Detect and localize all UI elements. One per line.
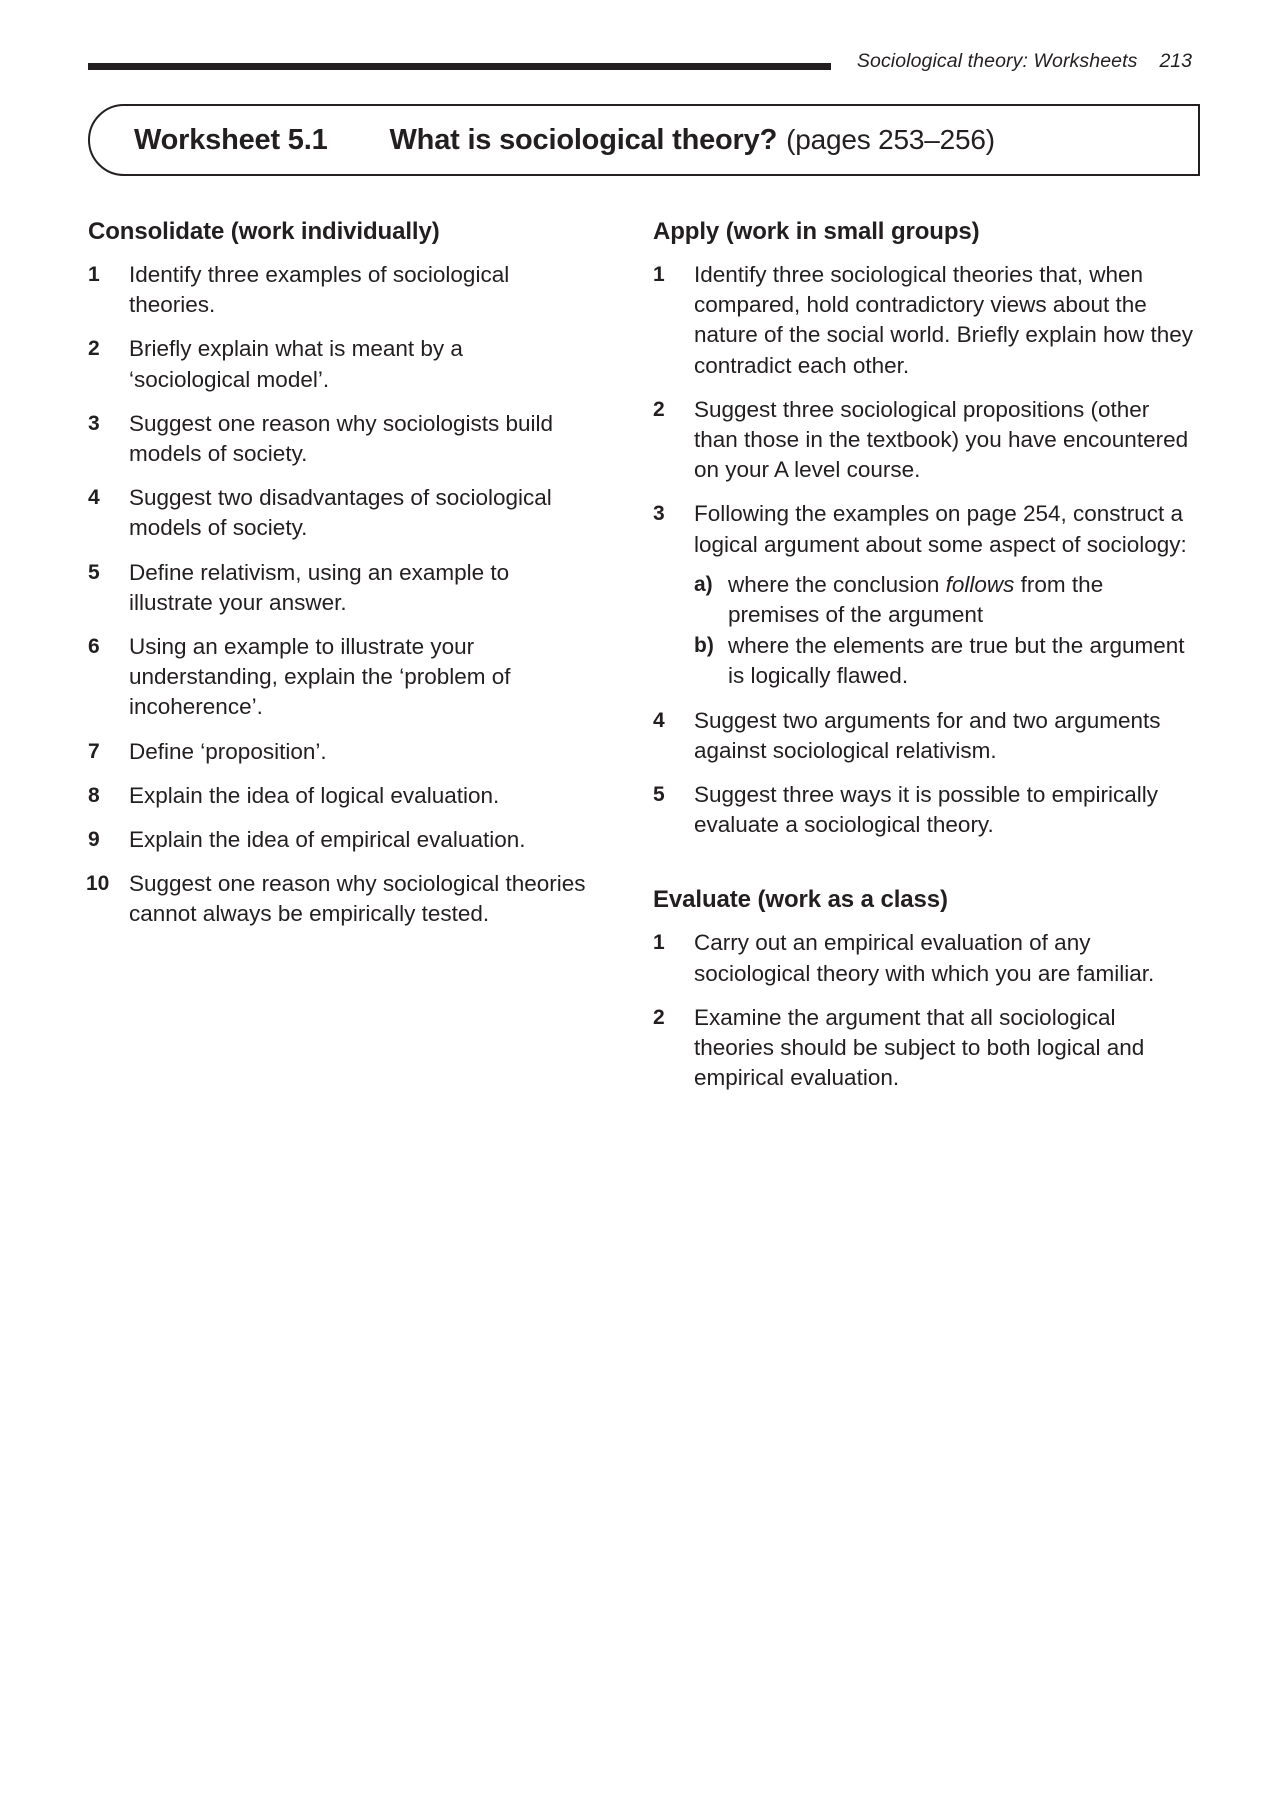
item-number: 9 bbox=[88, 828, 100, 852]
heading-apply: Apply (work in small groups) bbox=[653, 218, 980, 245]
item-text: Suggest one reason why sociologists build models of society. bbox=[129, 410, 554, 467]
apply-question-list bbox=[653, 260, 1193, 840]
sub-item-letter: a) bbox=[694, 572, 713, 596]
item-text: Define relativism, using an example to illustrate your answer. bbox=[129, 559, 510, 615]
item-text: Explain the idea of empirical evaluation. bbox=[129, 827, 526, 853]
sub-item-text-before: where the elements are true but the argument is logically flawed. bbox=[728, 633, 1185, 689]
list-item bbox=[653, 928, 1193, 988]
item-number: 2 bbox=[88, 337, 100, 361]
list-item bbox=[653, 499, 1193, 691]
sub-list-item bbox=[694, 631, 1193, 691]
column-consolidate bbox=[88, 218, 588, 944]
list-item bbox=[88, 260, 588, 320]
sub-item-letter: b) bbox=[694, 634, 714, 658]
item-number: 3 bbox=[88, 411, 100, 435]
running-head bbox=[88, 44, 1192, 78]
consolidate-question-list bbox=[88, 260, 588, 930]
running-head-rule bbox=[88, 63, 831, 70]
item-number: 10 bbox=[86, 872, 110, 896]
item-text: Using an example to illustrate your understanding, explain the ‘problem of incoherence’. bbox=[129, 634, 511, 720]
list-item bbox=[653, 395, 1193, 486]
sub-item-text-emphasis: follows bbox=[945, 571, 1015, 597]
worksheet-title-box bbox=[88, 104, 1200, 176]
item-text: Briefly explain what is meant by a ‘sociological model’. bbox=[129, 336, 463, 392]
sub-item-text-before: where the conclusion bbox=[728, 571, 946, 597]
item-number: 4 bbox=[88, 486, 100, 510]
worksheet-title: What is sociological theory? bbox=[389, 123, 778, 156]
list-item bbox=[88, 869, 588, 929]
sub-item-text-after: from the premises of the argument bbox=[728, 571, 1104, 628]
list-item bbox=[88, 409, 588, 469]
list-item bbox=[653, 706, 1193, 766]
running-head-text: Sociological theory: Worksheets bbox=[856, 49, 1138, 72]
item-number: 1 bbox=[653, 263, 665, 286]
list-item bbox=[88, 825, 588, 855]
worksheet-number-label: Worksheet 5.1 bbox=[134, 123, 328, 156]
list-item bbox=[88, 632, 588, 723]
worksheet-page-reference: (pages 253–256) bbox=[786, 123, 995, 155]
list-item bbox=[88, 483, 588, 543]
item-number: 4 bbox=[653, 708, 665, 732]
item-number: 1 bbox=[88, 263, 100, 286]
item-number: 2 bbox=[653, 1005, 665, 1029]
item-text: Identify three sociological theories that, when compared, hold contradictory views about the nature of the social world. Briefly explain how they contradict each other. bbox=[694, 262, 1194, 378]
page-number: 213 bbox=[1159, 49, 1192, 72]
item-text: Explain the idea of logical evaluation. bbox=[129, 782, 500, 808]
column-apply-evaluate bbox=[653, 218, 1193, 1107]
item-number: 5 bbox=[653, 783, 665, 807]
list-item bbox=[88, 781, 588, 811]
list-item bbox=[653, 260, 1193, 381]
heading-consolidate: Consolidate (work individually) bbox=[88, 218, 440, 245]
item-number: 6 bbox=[88, 635, 100, 659]
item-text: Following the examples on page 254, construct a logical argument about some aspect of sociology: bbox=[694, 501, 1187, 557]
list-item bbox=[88, 334, 588, 394]
item-text: Examine the argument that all sociological theories should be subject to both logical and empirical evaluation. bbox=[694, 1004, 1145, 1091]
item-number: 2 bbox=[653, 397, 665, 421]
item-text: Suggest two disadvantages of sociological models of society. bbox=[129, 485, 552, 541]
worksheet-title-inner bbox=[90, 124, 995, 157]
item-text: Suggest three sociological propositions (other than those in the textbook) you have encountered on your A level course. bbox=[694, 396, 1189, 483]
item-text: Identify three examples of sociological theories. bbox=[129, 262, 510, 318]
item-number: 7 bbox=[88, 739, 100, 763]
apply-item-3-sublist bbox=[694, 570, 1193, 692]
item-text: Suggest two arguments for and two arguments against sociological relativism. bbox=[694, 707, 1161, 763]
sub-list-item bbox=[694, 570, 1193, 630]
list-item bbox=[653, 1003, 1193, 1094]
item-number: 8 bbox=[88, 783, 100, 807]
item-text: Carry out an empirical evaluation of any sociological theory with which you are familiar. bbox=[694, 930, 1155, 986]
evaluate-question-list bbox=[653, 928, 1193, 1093]
item-number: 1 bbox=[653, 931, 665, 955]
item-number: 5 bbox=[88, 560, 100, 584]
item-text: Suggest three ways it is possible to empirically evaluate a sociological theory. bbox=[694, 782, 1158, 838]
item-number: 3 bbox=[653, 502, 665, 526]
list-item bbox=[88, 737, 588, 767]
item-text: Suggest one reason why sociological theories cannot always be empirically tested. bbox=[129, 871, 586, 927]
heading-evaluate: Evaluate (work as a class) bbox=[653, 886, 948, 914]
item-text: Define ‘proposition’. bbox=[129, 738, 327, 764]
list-item bbox=[653, 780, 1193, 840]
list-item bbox=[88, 558, 588, 618]
